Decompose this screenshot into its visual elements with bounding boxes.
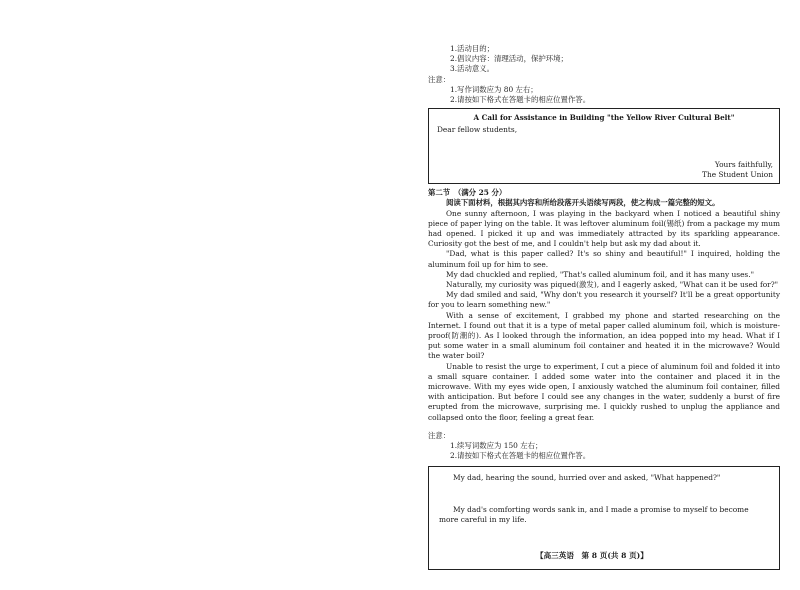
note-item: 2.请按如下格式在答题卡的相应位置作答。 xyxy=(450,451,591,461)
note-item: 2.请按如下格式在答题卡的相应位置作答。 xyxy=(450,95,591,105)
continuation-opening-2: My dad's comforting words sank in, and I made a promise to myself to become more careful in my life. xyxy=(439,504,749,524)
story-paragraph: With a sense of excitement, I grabbed my phone and started researching on the Internet. I found out that it is a type of metal paper called aluminum foil, which is moisture-proof(防潮的). As I looked through the information, an idea popped into my head. What if I put some water in a small aluminum foil container and heated it in the microwave? Would the water boil? xyxy=(428,310,780,361)
letter-signature: The Student Union xyxy=(702,170,773,180)
letter-signature-block xyxy=(702,160,773,180)
note-label: 注意： xyxy=(428,430,451,440)
outline-item: 1.活动目的； xyxy=(450,44,495,53)
exam-page xyxy=(428,44,780,570)
section-title: 第二节 （满分 25 分） xyxy=(428,188,507,198)
letter-greeting: Dear fellow students, xyxy=(437,125,518,135)
section-instruction: 阅读下面材料，根据其内容和所给段落开头语续写两段，使之构成一篇完整的短文。 xyxy=(446,198,720,208)
outline-item: 3.活动意义。 xyxy=(450,64,495,74)
continuation-opening-1: My dad, hearing the sound, hurried over and asked, "What happened?" xyxy=(453,472,721,482)
story-paragraph: One sunny afternoon, I was playing in the backyard when I noticed a beautiful shiny piece of paper lying on the table. It was leftover aluminum foil(锡纸) from a package my mum had opened. I picked it up and was immediately attracted by its sparkling appearance. Curiosity got the best of me, and I couldn't help but ask my dad about it. xyxy=(428,208,780,249)
story-paragraph: Naturally, my curiosity was piqued(激发), and I eagerly asked, "What can it be used for?" xyxy=(446,280,779,290)
note-item: 1.续写词数应为 150 左右； xyxy=(450,441,543,451)
note-item: 1.写作词数应为 80 左右； xyxy=(450,84,538,94)
story-paragraph: Unable to resist the urge to experiment, I cut a piece of aluminum foil and folded it into a small square container. I added some water into the container and placed it in the microwave. With my eyes wide open, I anxiously watched the aluminum foil container, filled with anticipation. But before I could see any changes in the water, suddenly a burst of fire erupted from the microwave, surprising me. I quickly rushed to unplug the appliance and collapsed onto the floor, feeling a great fear. xyxy=(428,361,780,422)
letter-title: A Call for Assistance in Building "the Yellow River Cultural Belt" xyxy=(473,113,735,123)
outline-item: 2.倡议内容：清理活动，保护环境； xyxy=(450,54,568,64)
story-paragraph: "Dad, what is this paper called? It's so shiny and beautiful!" I inquired, holding the aluminum foil up for him to see. xyxy=(428,249,780,269)
page-footer: 【高三英语 第 8 页(共 8 页)】 xyxy=(536,551,648,560)
story-paragraph: My dad chuckled and replied, "That's called aluminum foil, and it has many uses." xyxy=(446,269,754,279)
note-label: 注意： xyxy=(428,74,451,84)
letter-closing: Yours faithfully, xyxy=(714,160,773,170)
writing-box-letter xyxy=(428,108,780,184)
story-paragraph: My dad smiled and said, "Why don't you research it yourself? It'll be a great opportunity for you to learn something new." xyxy=(428,290,780,310)
